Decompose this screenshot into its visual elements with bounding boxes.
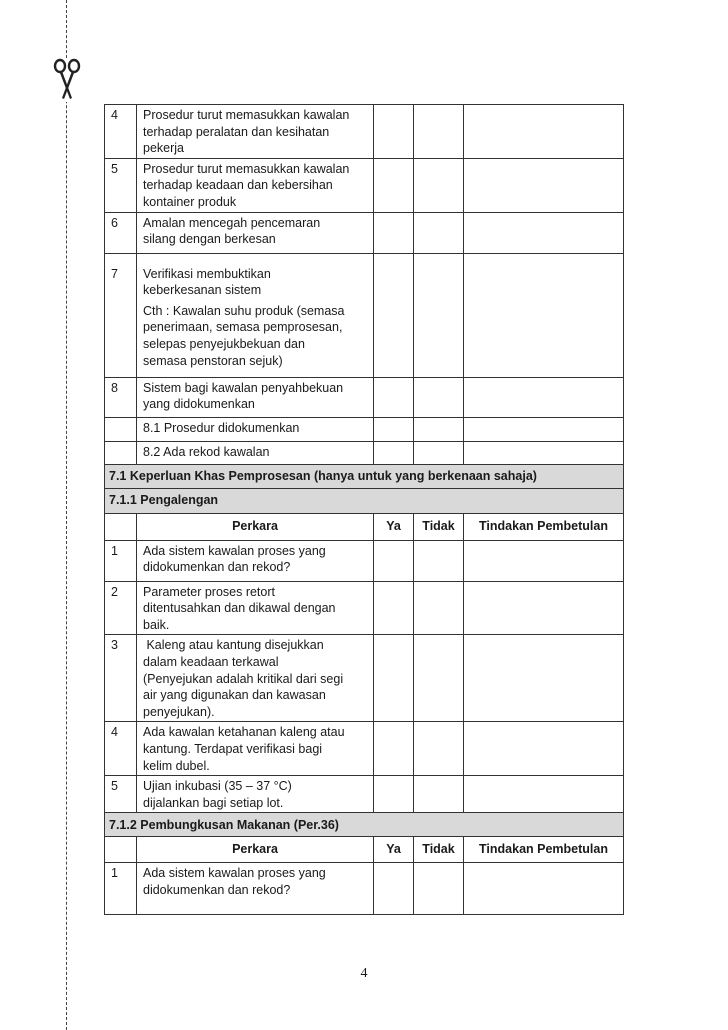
item-line: Ujian inkubasi (35 – 37 °C): [143, 779, 292, 794]
ya-cell[interactable]: [374, 581, 414, 635]
item-line: air yang digunakan dan kawasan: [143, 688, 326, 703]
tindakan-cell[interactable]: [464, 581, 624, 635]
header-number: [105, 837, 137, 863]
table-row: [105, 377, 624, 417]
ya-cell[interactable]: [374, 212, 414, 253]
tindakan-cell[interactable]: [464, 253, 624, 377]
row-item: [137, 581, 374, 635]
table-header-row: [105, 837, 624, 863]
ya-cell[interactable]: [374, 417, 414, 441]
row-number: 5: [105, 158, 137, 212]
table-row: [105, 417, 624, 441]
item-line: Prosedur turut memasukkan kawalan: [143, 108, 350, 122]
item-line: silang dengan berkesan: [143, 232, 276, 247]
item-line: kelim dubel.: [143, 758, 210, 773]
cut-line: [66, 0, 67, 1030]
tindakan-cell[interactable]: [464, 417, 624, 441]
ya-cell[interactable]: [374, 253, 414, 377]
section-title: 7.1.2 Pembungkusan Makanan (Per.36): [105, 813, 624, 837]
row-item: [137, 105, 374, 159]
item-line: kontainer produk: [143, 194, 237, 209]
ya-cell[interactable]: [374, 377, 414, 417]
table-row: [105, 581, 624, 635]
tidak-cell[interactable]: [414, 158, 464, 212]
item-line: didokumenkan dan rekod?: [143, 882, 291, 897]
row-number: 4: [105, 722, 137, 776]
header-tidak: Tidak: [414, 837, 464, 863]
item-line: Parameter proses retort: [143, 584, 275, 599]
header-number: [105, 513, 137, 540]
table-row: [105, 253, 624, 377]
table-row: [105, 862, 624, 914]
row-item: [137, 776, 374, 813]
table-row: [105, 105, 624, 159]
tidak-cell[interactable]: [414, 581, 464, 635]
item-line: yang didokumenkan: [143, 397, 255, 412]
header-tindakan: Tindakan Pembetulan: [464, 837, 624, 863]
item-line: dalam keadaan terkawal: [143, 654, 279, 669]
row-item: 8.1 Prosedur didokumenkan: [137, 417, 374, 441]
page-number: 4: [360, 966, 368, 981]
tidak-cell[interactable]: [414, 377, 464, 417]
item-line: Prosedur turut memasukkan kawalan: [143, 161, 350, 176]
table-row: [105, 540, 624, 581]
tindakan-cell[interactable]: [464, 862, 624, 914]
row-number: 5: [105, 776, 137, 813]
tindakan-cell[interactable]: [464, 441, 624, 464]
item-line: keberkesanan sistem: [143, 283, 262, 298]
row-number: 2: [105, 581, 137, 635]
section-title: 7.1.1 Pengalengan: [105, 488, 624, 513]
item-line: dijalankan bagi setiap lot.: [143, 795, 284, 810]
table-row: [105, 722, 624, 776]
item-line: Ada kawalan ketahanan kaleng atau: [143, 725, 345, 740]
tindakan-cell[interactable]: [464, 158, 624, 212]
header-ya: Ya: [374, 513, 414, 540]
tidak-cell[interactable]: [414, 105, 464, 159]
row-item: [137, 862, 374, 914]
row-item: [137, 377, 374, 417]
tidak-cell[interactable]: [414, 722, 464, 776]
table-row: [105, 158, 624, 212]
row-number: 1: [105, 540, 137, 581]
ya-cell[interactable]: [374, 441, 414, 464]
ya-cell[interactable]: [374, 635, 414, 722]
item-line: Ada sistem kawalan proses yang: [143, 543, 326, 558]
ya-cell[interactable]: [374, 540, 414, 581]
item-line: Sistem bagi kawalan penyahbekuan: [143, 380, 344, 395]
tidak-cell[interactable]: [414, 441, 464, 464]
item-line: selepas penyejukbekuan dan: [143, 336, 305, 351]
row-item: [137, 540, 374, 581]
header-ya: Ya: [374, 837, 414, 863]
row-item: [137, 158, 374, 212]
ya-cell[interactable]: [374, 722, 414, 776]
item-line: terhadap peralatan dan kesihatan: [143, 124, 330, 139]
row-number: [105, 417, 137, 441]
row-number: 6: [105, 212, 137, 253]
tindakan-cell[interactable]: [464, 776, 624, 813]
table-row: [105, 635, 624, 722]
tidak-cell[interactable]: [414, 540, 464, 581]
tindakan-cell[interactable]: [464, 722, 624, 776]
row-item: [137, 722, 374, 776]
item-line: Ada sistem kawalan proses yang: [143, 865, 326, 880]
ya-cell[interactable]: [374, 776, 414, 813]
scissors-icon: [52, 58, 82, 102]
tidak-cell[interactable]: [414, 776, 464, 813]
section-title: 7.1 Keperluan Khas Pemprosesan (hanya untuk yang berkenaan sahaja): [105, 464, 624, 488]
ya-cell[interactable]: [374, 862, 414, 914]
row-item: [137, 212, 374, 253]
row-number: 1: [105, 862, 137, 914]
header-tindakan: Tindakan Pembetulan: [464, 513, 624, 540]
row-number: 8: [105, 377, 137, 417]
tidak-cell[interactable]: [414, 862, 464, 914]
row-number: 7: [105, 253, 137, 377]
tindakan-cell[interactable]: [464, 540, 624, 581]
tidak-cell[interactable]: [414, 417, 464, 441]
section-row: [105, 464, 624, 488]
row-item: [137, 253, 374, 377]
row-number: 4: [105, 105, 137, 159]
row-item: [137, 635, 374, 722]
ya-cell[interactable]: [374, 105, 414, 159]
tidak-cell[interactable]: [414, 212, 464, 253]
item-line: didokumenkan dan rekod?: [143, 560, 291, 575]
header-tidak: Tidak: [414, 513, 464, 540]
row-number: 3: [105, 635, 137, 722]
table-row: [105, 776, 624, 813]
row-number: [105, 441, 137, 464]
item-line: terhadap keadaan dan kebersihan: [143, 178, 333, 193]
header-perkara: Perkara: [137, 513, 374, 540]
item-line: (Penyejukan adalah kritikal dari segi: [143, 671, 344, 686]
tidak-cell[interactable]: [414, 253, 464, 377]
tindakan-cell[interactable]: [464, 105, 624, 159]
item-line: pekerja: [143, 141, 184, 156]
item-line: Amalan mencegah pencemaran: [143, 215, 321, 230]
checklist-table: [104, 104, 624, 915]
section-row: [105, 488, 624, 513]
table-header-row: [105, 513, 624, 540]
tidak-cell[interactable]: [414, 635, 464, 722]
item-line: ditentusahkan dan dikawal dengan: [143, 601, 336, 616]
table-row: [105, 212, 624, 253]
item-line: semasa penstoran sejuk): [143, 353, 283, 368]
item-line: Cth : Kawalan suhu produk (semasa: [143, 303, 345, 318]
header-perkara: Perkara: [137, 837, 374, 863]
row-item: 8.2 Ada rekod kawalan: [137, 441, 374, 464]
table-row: [105, 441, 624, 464]
item-line: penerimaan, semasa pemprosesan,: [143, 320, 343, 335]
item-line: penyejukan).: [143, 704, 215, 719]
tindakan-cell[interactable]: [464, 377, 624, 417]
item-line: kantung. Terdapat verifikasi bagi: [143, 741, 323, 756]
tindakan-cell[interactable]: [464, 635, 624, 722]
ya-cell[interactable]: [374, 158, 414, 212]
item-line: baik.: [143, 617, 170, 632]
section-row: [105, 813, 624, 837]
item-line: Kaleng atau kantung disejukkan: [143, 638, 324, 653]
item-line: Verifikasi membuktikan: [143, 266, 271, 281]
tindakan-cell[interactable]: [464, 212, 624, 253]
